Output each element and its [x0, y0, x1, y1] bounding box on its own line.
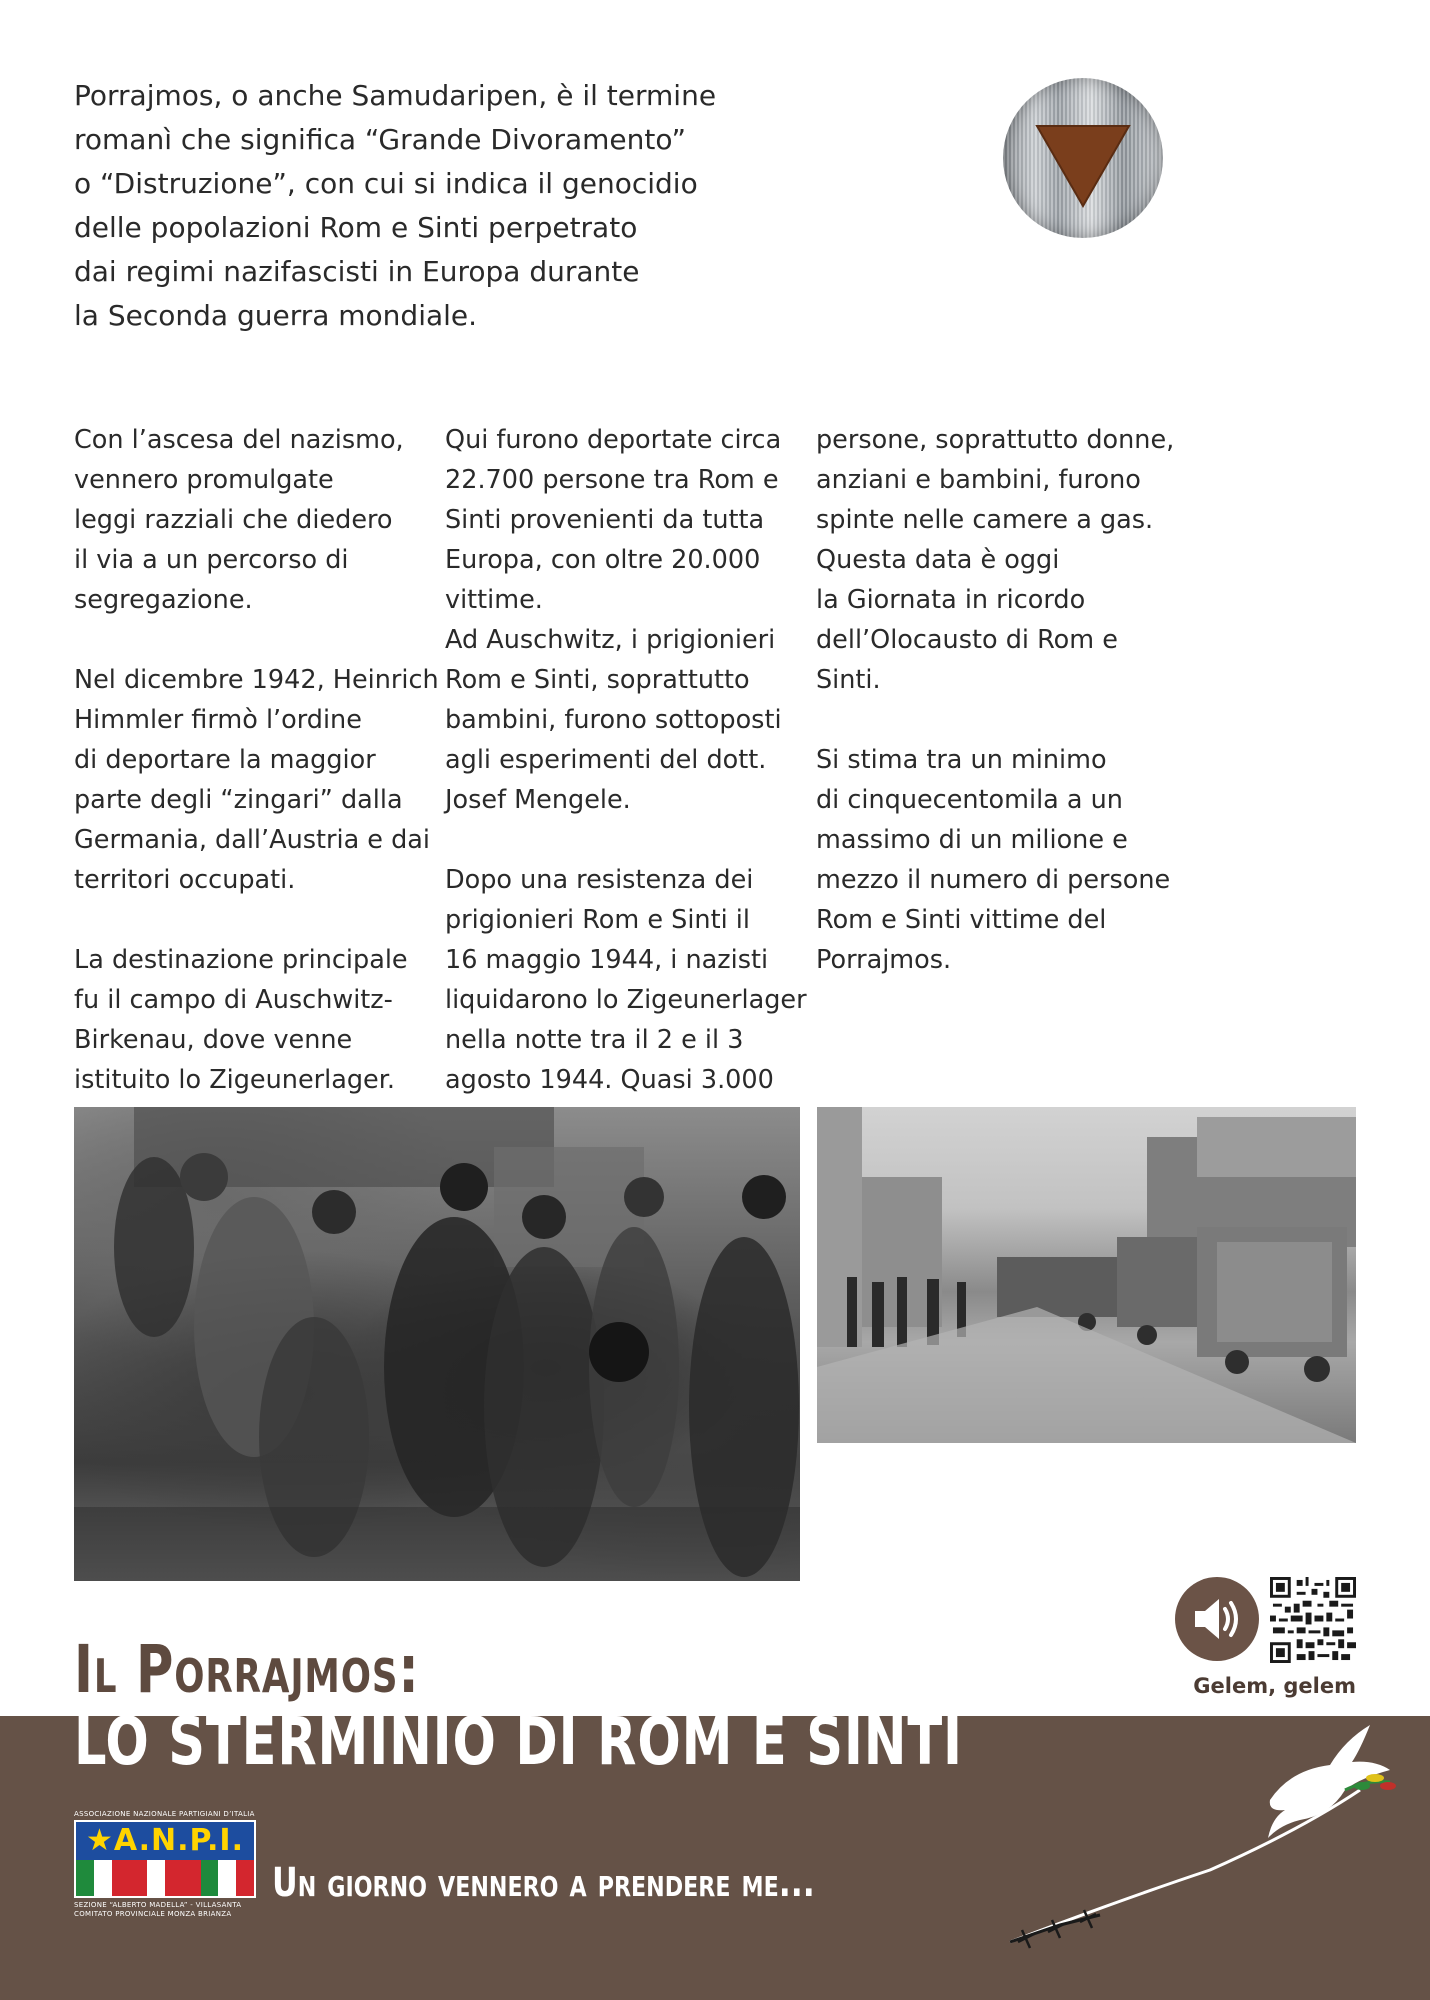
text-line: istituito lo Zigeunerlager.	[74, 1065, 395, 1095]
intro-line: la Seconda guerra mondiale.	[74, 299, 478, 332]
dove-barbed-wire-illustration	[1000, 1720, 1400, 1990]
intro-line: Porrajmos, o anche Samudaripen, è il termine	[74, 79, 717, 112]
text-line: Germania, dall’Austria e dai	[74, 825, 431, 855]
audio-play-button[interactable]	[1175, 1577, 1259, 1661]
text-line: mezzo il numero di persone	[816, 865, 1171, 895]
intro-line: romanì che significa “Grande Divoramento”	[74, 123, 687, 156]
text-line: parte degli “zingari” dalla	[74, 785, 403, 815]
text-line: Con l’ascesa del nazismo,	[74, 425, 404, 455]
page-title-line-1: Il Porrajmos:	[74, 1631, 420, 1708]
speaker-icon	[1175, 1577, 1259, 1661]
text-line: leggi razziali che diedero	[74, 505, 393, 535]
text-line: Sinti provenienti da tutta	[445, 505, 765, 535]
text-line: vennero promulgate	[74, 465, 334, 495]
text-line: Himmler firmò l’ordine	[74, 705, 362, 735]
text-line: fu il campo di Auschwitz-	[74, 985, 393, 1015]
text-line: La destinazione principale	[74, 945, 408, 975]
text-line: Porrajmos.	[816, 945, 952, 975]
anpi-bottom-text-2: COMITATO PROVINCIALE MONZA BRIANZA	[74, 1910, 232, 1918]
anpi-logo-text: ★A.N.P.I.	[76, 1822, 254, 1860]
text-line: la Giornata in ricordo	[816, 585, 1086, 615]
brown-triangle-icon	[1003, 78, 1163, 238]
text-line: Questa data è oggi	[816, 545, 1060, 575]
qr-code-icon	[1270, 1577, 1356, 1663]
text-line: bambini, furono sottoposti	[445, 705, 782, 735]
photo-shapes	[74, 1107, 800, 1581]
intro-line: delle popolazioni Rom e Sinti perpetrato	[74, 211, 638, 244]
text-line: Europa, con oltre 20.000	[445, 545, 761, 575]
text-line: Si stima tra un minimo	[816, 745, 1107, 775]
text-line: anziani e bambini, furono	[816, 465, 1141, 495]
text-line: nella notte tra il 2 e il 3	[445, 1025, 744, 1055]
text-line: Dopo una resistenza dei	[445, 865, 754, 895]
text-line: agosto 1944. Quasi 3.000	[445, 1065, 774, 1095]
text-line: 16 maggio 1944, i nazisti	[445, 945, 769, 975]
intro-line: o “Distruzione”, con cui si indica il genocidio	[74, 167, 698, 200]
text-line: agli esperimenti del dott.	[445, 745, 767, 775]
text-line: spinte nelle camere a gas.	[816, 505, 1154, 535]
anpi-flags	[76, 1860, 254, 1896]
text-line: Rom e Sinti vittime del	[816, 905, 1107, 935]
text-line: Josef Mengele.	[445, 785, 631, 815]
anpi-bottom-text-1: SEZIONE “ALBERTO MADELLA” - VILLASANTA	[74, 1901, 242, 1909]
page-title-line-2: LO STERMINIO DI ROM E SINTI	[74, 1706, 963, 1766]
text-line: territori occupati.	[74, 865, 296, 895]
intro-paragraph	[74, 74, 774, 338]
anpi-top-text: ASSOCIAZIONE NAZIONALE PARTIGIANI D’ITALIA	[74, 1810, 255, 1818]
text-line: il via a un percorso di	[74, 545, 349, 575]
text-line: 22.700 persone tra Rom e	[445, 465, 779, 495]
text-column-2	[445, 380, 807, 1140]
anpi-logo-box	[74, 1820, 256, 1898]
dove-icon	[1000, 1720, 1400, 1990]
text-line: dell’Olocausto di Rom e	[816, 625, 1118, 655]
text-line: Ad Auschwitz, i prigionieri	[445, 625, 776, 655]
brown-triangle-badge-image	[1003, 78, 1163, 238]
text-column-1	[74, 380, 439, 1140]
text-line: Qui furono deportate circa	[445, 425, 782, 455]
anpi-logo	[74, 1810, 256, 1918]
audio-caption: Gelem, gelem	[1193, 1674, 1356, 1698]
intro-line: dai regimi nazifascisti in Europa durante	[74, 255, 640, 288]
text-line: di deportare la maggior	[74, 745, 376, 775]
text-line: Sinti.	[816, 665, 881, 695]
subtitle: Un giorno vennero a prendere me...	[272, 1860, 815, 1906]
text-line: prigionieri Rom e Sinti il	[445, 905, 750, 935]
text-line: di cinquecentomila a un	[816, 785, 1123, 815]
text-line: Birkenau, dove venne	[74, 1025, 353, 1055]
deportation-photo	[74, 1107, 800, 1581]
text-column-3	[816, 380, 1174, 1020]
text-line: massimo di un milione e	[816, 825, 1128, 855]
photo-shapes	[817, 1107, 1356, 1443]
text-line: segregazione.	[74, 585, 253, 615]
text-line: Rom e Sinti, soprattutto	[445, 665, 750, 695]
text-line: persone, soprattutto donne,	[816, 425, 1175, 455]
caravans-photo	[817, 1107, 1356, 1443]
text-line: Nel dicembre 1942, Heinrich	[74, 665, 439, 695]
text-line: vittime.	[445, 585, 543, 615]
qr-code[interactable]	[1270, 1577, 1356, 1663]
text-line: liquidarono lo Zigeunerlager	[445, 985, 807, 1015]
